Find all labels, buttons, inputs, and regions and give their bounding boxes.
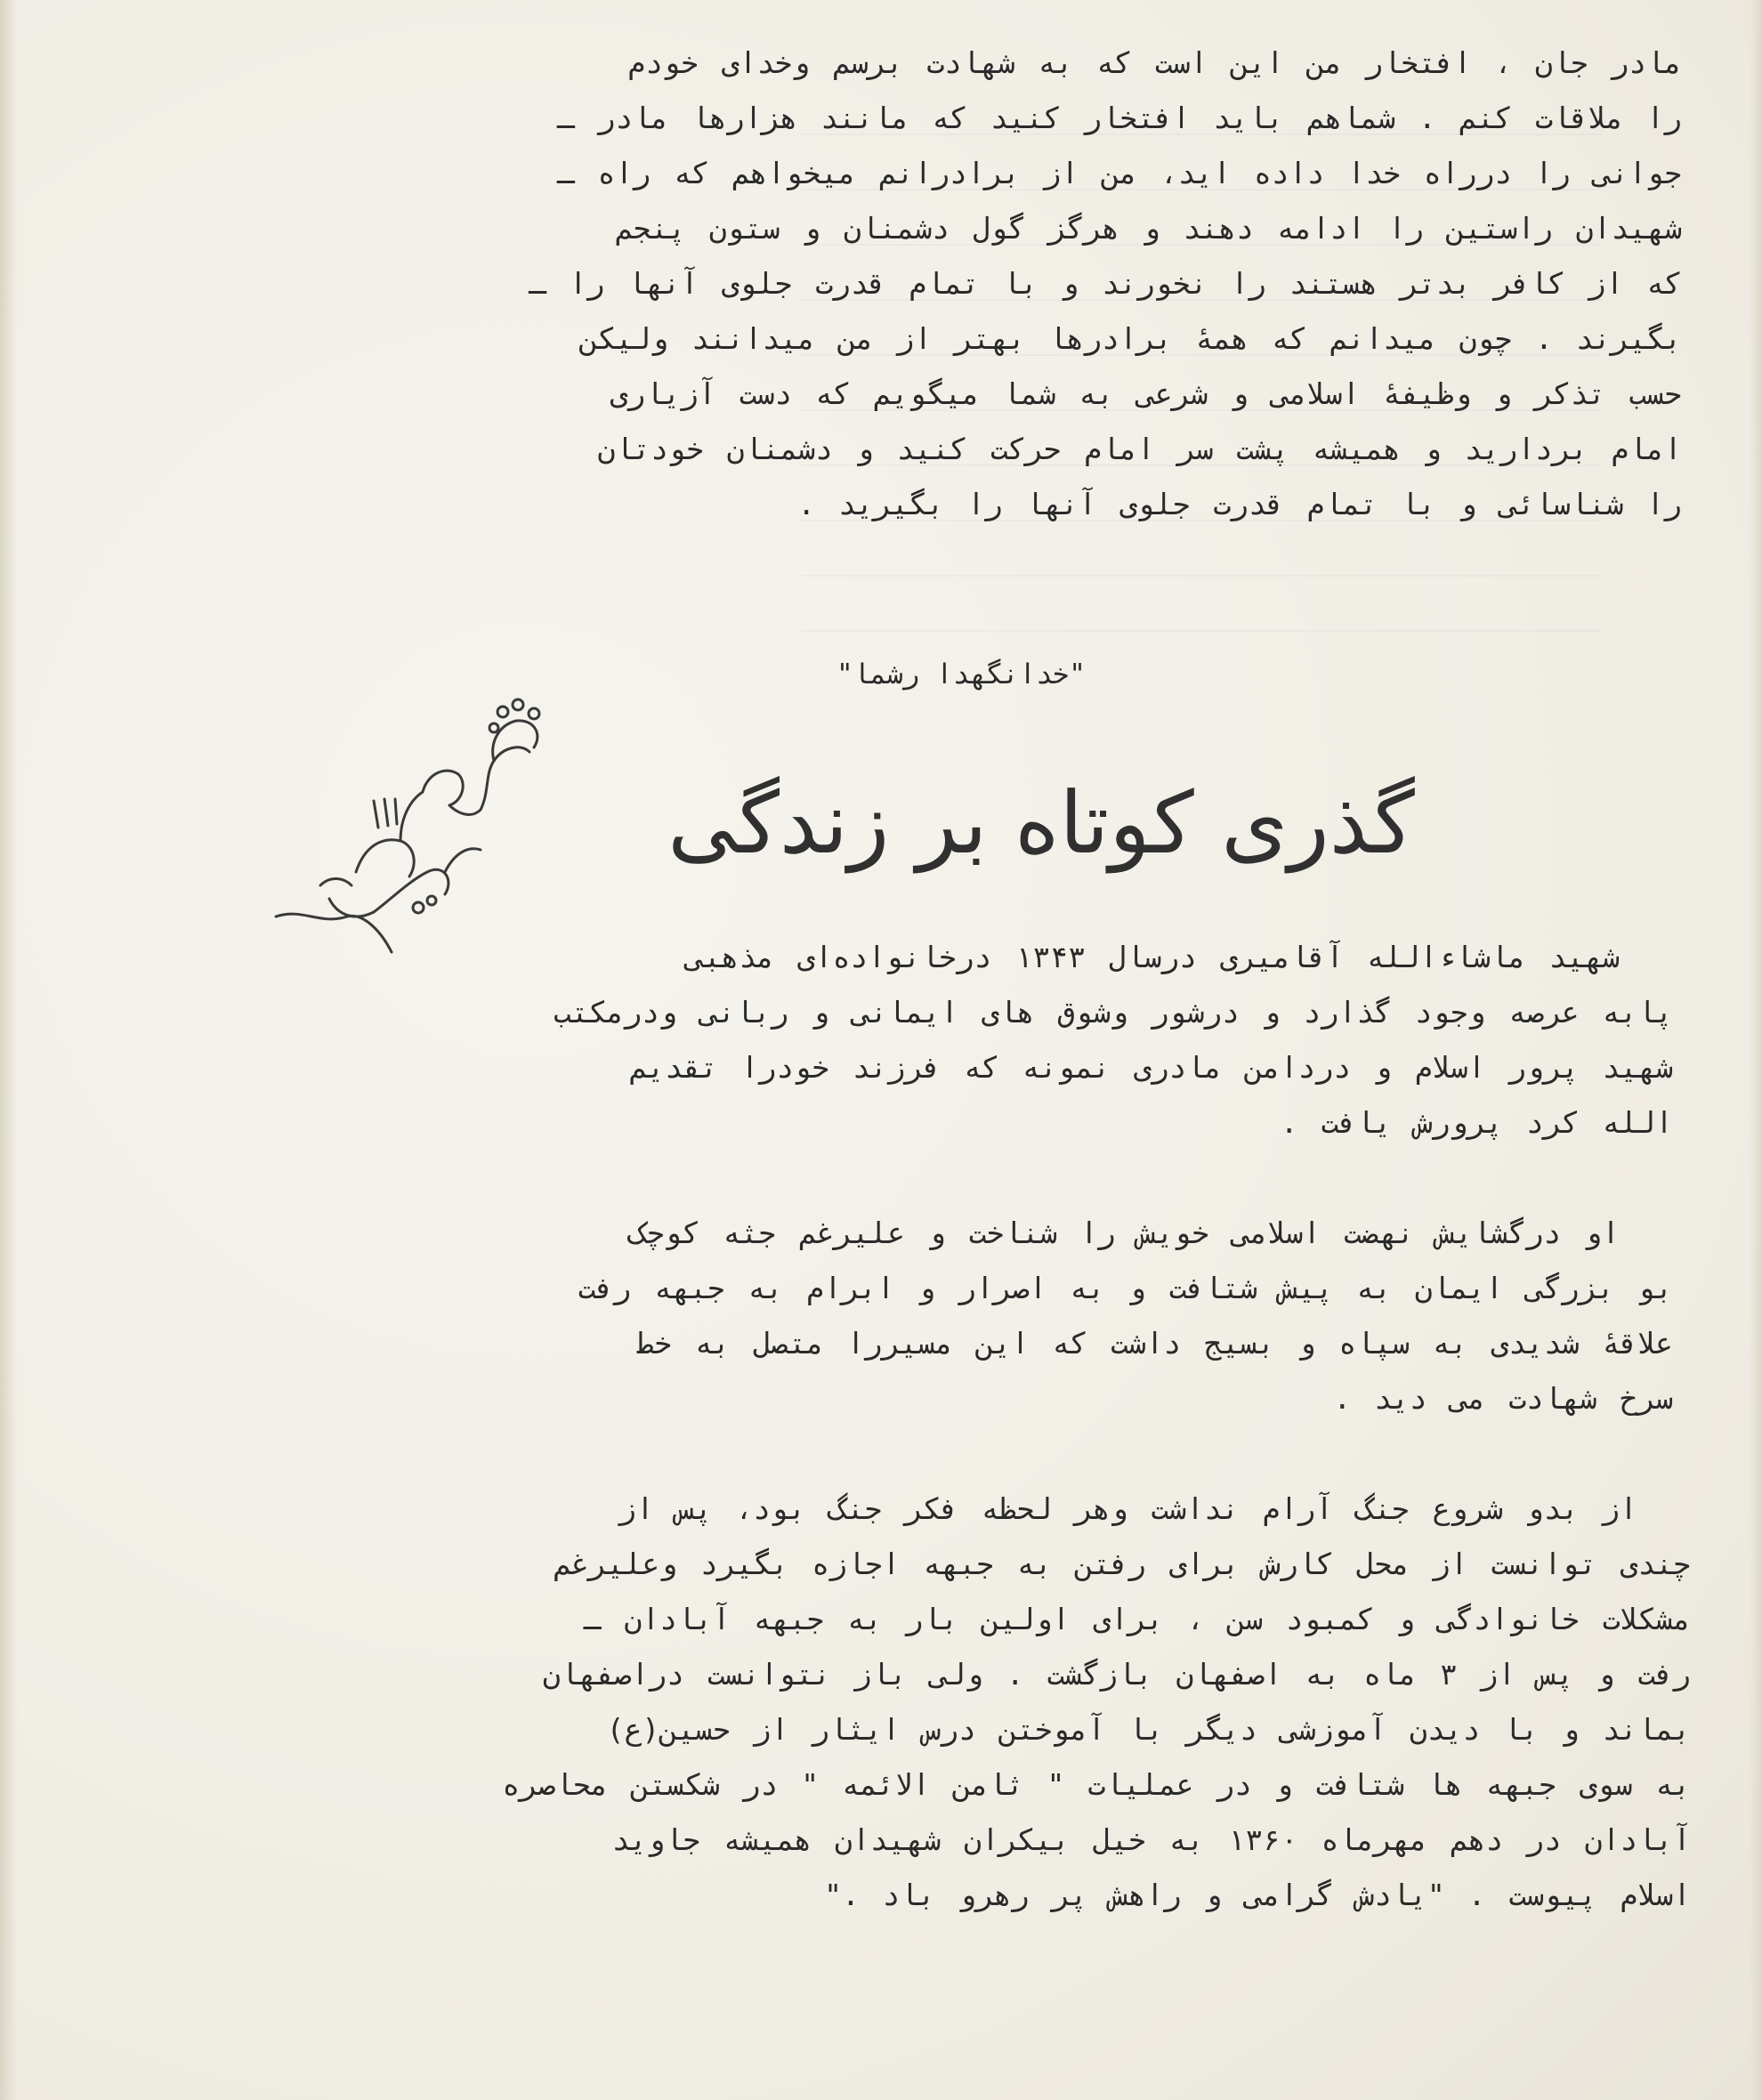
letter-line: را ملاقات کنم . شماهم باید افتخار کنید که مانند هزارها مادر ـ bbox=[556, 101, 1682, 135]
letter-line: که از کافر بدتر هستند را نخورند و با تمام قدرت جلوی آنها را ـ bbox=[529, 266, 1682, 301]
bio-line: شهید ماشاءالله آقامیری درسال ۱۳۴۳ درخانواده‌ای مذهبی bbox=[685, 940, 1620, 974]
letter-line: شهیدان راستین را ادامه دهند و هرگز گول دشمنان و ستون پنجم bbox=[615, 211, 1682, 246]
bio-line: از بدو شروع جنگ آرام نداشت وهر لحظه فکر جنگ بود، پس از bbox=[618, 1491, 1637, 1526]
bio-line: بماند و با دیدن آموزشی دیگر با آموختن درس ایثار از حسین(ع) bbox=[606, 1712, 1691, 1747]
letter-line: را شناسائی و با تمام قدرت جلوی آنها را بگیرید . bbox=[797, 487, 1682, 521]
letter-line: امام بردارید و همیشه پشت سر امام حرکت کنید و دشمنان خودتان bbox=[597, 432, 1682, 466]
bio-line: او درگشایش نهضت اسلامی خویش را شناخت و علیرغم جثه کوچک bbox=[629, 1216, 1620, 1250]
letter-line: جوانی را درراه خدا داده اید، من از برادرانم میخواهم که راه ـ bbox=[556, 156, 1682, 190]
bio-line: بو بزرگی ایمان به پیش شتافت و به اصرار و ابرام به جبهه رفت bbox=[578, 1271, 1673, 1305]
page-title: گذری کوتاه بر زندگی bbox=[667, 773, 1415, 873]
biography-paragraph-2 bbox=[267, 1206, 1673, 1426]
bio-line: اسلام پیوست . "یادش گرامی و راهش پر رهرو باد ." bbox=[824, 1878, 1691, 1912]
bio-line: چندی توانست از محل کارش برای رفتن به جبهه اجازه بگیرد وعلیرغم bbox=[554, 1547, 1691, 1581]
letter-line: بگیرند . چون میدانم که همهٔ برادرها بهتر از من میدانند ولیکن bbox=[579, 321, 1682, 356]
bio-line: علاقهٔ شدیدی به سپاه و بسیج داشت که این مسیررا متصل به خط bbox=[636, 1326, 1673, 1361]
bio-line: رفت و پس از ۳ ماه به اصفهان بازگشت . ولی باز نتوانست دراصفهان bbox=[543, 1657, 1691, 1692]
biography-paragraph-1 bbox=[267, 930, 1673, 1151]
paper-edge-left bbox=[0, 0, 18, 2100]
bio-line: به سوی جبهه ها شتافت و در عملیات " ثامن الائمه " در شکستن محاصره bbox=[502, 1767, 1691, 1802]
bio-line: پابه عرصه وجود گذارد و درشور وشوق های ایمانی و ربانی ودرمکتب bbox=[553, 995, 1673, 1030]
letter-closing: "خدانگهدا رشما" bbox=[837, 658, 1086, 691]
tulip-drawing-icon bbox=[267, 694, 570, 970]
letter-paragraph bbox=[222, 36, 1682, 532]
letter-line: حسب تذکر و وظیفهٔ اسلامی و شرعی به شما میگویم که دست آزیاری bbox=[610, 376, 1682, 411]
bio-line: سرخ شهادت می دید . bbox=[1333, 1381, 1673, 1416]
biography-paragraph-3 bbox=[267, 1482, 1691, 1923]
bio-line: الله کرد پرورش یافت . bbox=[1280, 1105, 1673, 1140]
paper-edge-right bbox=[1750, 0, 1762, 2100]
bio-line: آبادان در دهم مهرماه ۱۳۶۰ به خیل بیکران شهیدان همیشه جاوید bbox=[611, 1822, 1691, 1857]
bio-line: شهید پرور اسلام و دردامن مادری نمونه که فرزند خودرا تقدیم bbox=[629, 1050, 1673, 1085]
bio-line: مشکلات خانوادگی و کمبود سن ، برای اولین بار به جبهه آبادان ـ bbox=[583, 1602, 1691, 1636]
letter-line: مادر جان ، افتخار من این است که به شهادت برسم وخدای خودم bbox=[627, 45, 1682, 80]
